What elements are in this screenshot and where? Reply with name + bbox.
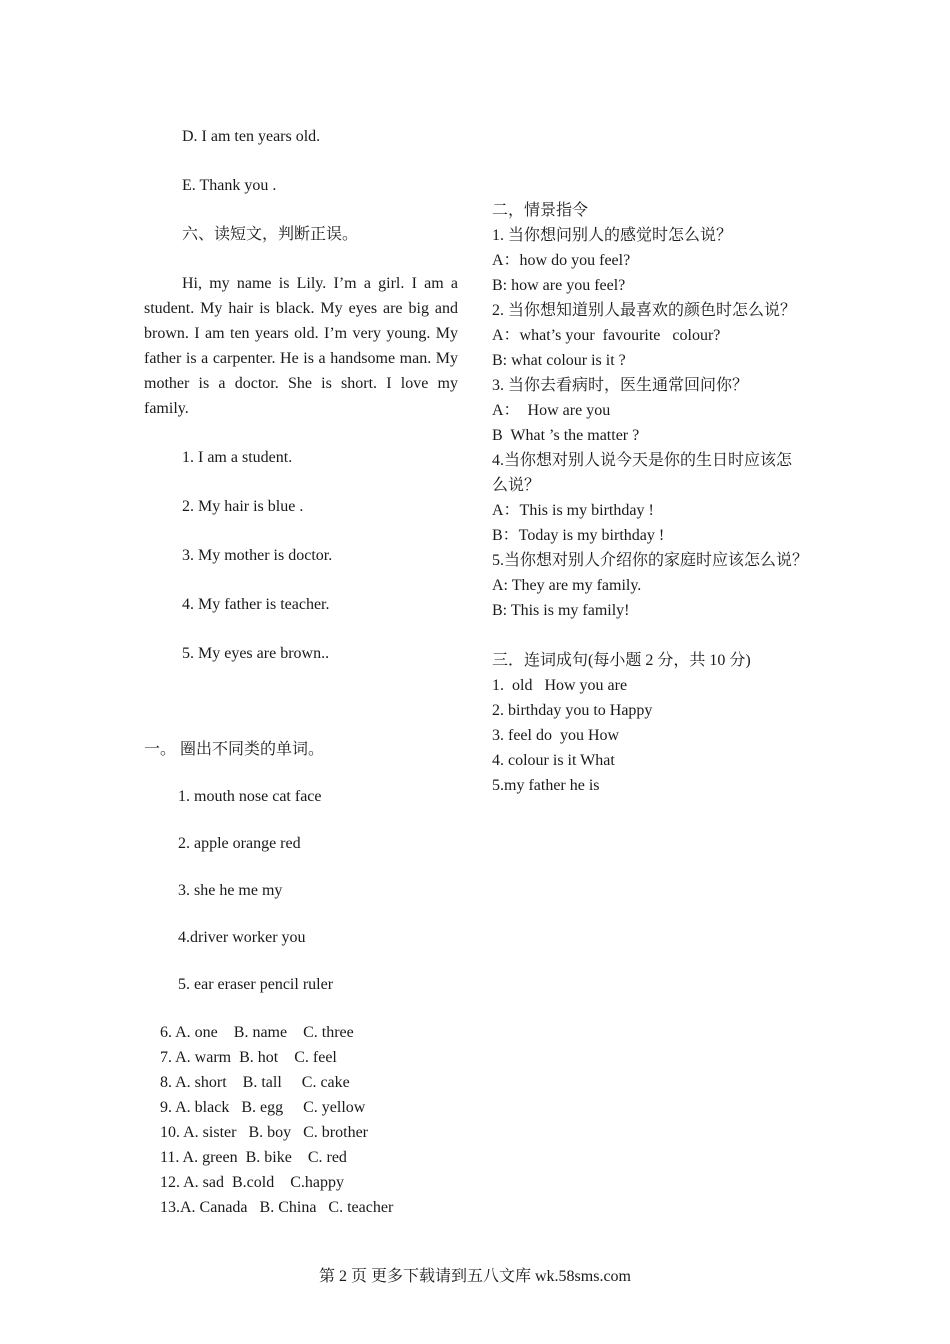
instruction-line: B: how are you feel? <box>492 277 626 294</box>
choice-item: 9. A. black B. egg C. yellow <box>160 1099 366 1116</box>
sentence-item: 2. birthday you to Happy <box>492 702 653 719</box>
section1-title: 一。 圈出不同类的单词。 <box>144 741 325 758</box>
choice-item: 7. A. warm B. hot C. feel <box>160 1049 337 1066</box>
word-item: 1. mouth nose cat face <box>178 788 322 805</box>
instruction-line: 2. 当你想知道别人最喜欢的颜色时怎么说？ <box>492 302 797 319</box>
judgment-item: 4. My father is teacher. <box>182 596 330 613</box>
right-column <box>492 198 832 798</box>
left-column <box>144 124 458 666</box>
instruction-line: A：This is my birthday ! <box>492 502 654 519</box>
sentence-item: 4. colour is it What <box>492 752 615 769</box>
word-item: 5. ear eraser pencil ruler <box>178 976 334 993</box>
page-footer: 第 2 页 更多下载请到五八文库 wk.58sms.com <box>318 1268 631 1285</box>
instruction-line: B：Today is my birthday ! <box>492 527 665 544</box>
word-item: 3. she he me my <box>178 882 283 899</box>
sentence-item: 5.my father he is <box>492 777 600 794</box>
instruction-line: A： How are you <box>492 402 611 419</box>
choice-item: 8. A. short B. tall C. cake <box>160 1074 350 1091</box>
sentence-item: 3. feel do you How <box>492 727 620 744</box>
judgment-item: 1. I am a student. <box>182 449 293 466</box>
choice-item: 13.A. Canada B. China C. teacher <box>160 1199 394 1216</box>
option-e: E. Thank you . <box>182 177 277 194</box>
word-item: 4.driver worker you <box>178 929 306 946</box>
instruction-line: 3. 当你去看病时，医生通常回问你？ <box>492 377 749 394</box>
choice-item: 11. A. green B. bike C. red <box>160 1149 347 1166</box>
instruction-line: B: This is my family! <box>492 602 630 619</box>
choice-item: 6. A. one B. name C. three <box>160 1024 354 1041</box>
judgment-item: 2. My hair is blue . <box>182 498 304 515</box>
instruction-line: 么说？ <box>492 477 541 494</box>
instruction-line: B: what colour is it ? <box>492 352 626 369</box>
instruction-line: 1. 当你想问别人的感觉时怎么说？ <box>492 227 733 244</box>
section2-title: 二，情景指令 <box>492 202 589 219</box>
instruction-line: 4.当你想对别人说今天是你的生日时应该怎 <box>492 452 793 469</box>
choice-item: 12. A. sad B.cold C.happy <box>160 1174 344 1191</box>
section6-title: 六、读短文，判断正误。 <box>182 226 359 243</box>
judgment-item: 5. My eyes are brown.. <box>182 645 330 662</box>
section3-title: 三．连词成句(每小题 2 分，共 10 分) <box>492 652 751 669</box>
judgment-item: 3. My mother is doctor. <box>182 547 333 564</box>
option-d: D. I am ten years old. <box>182 128 321 145</box>
instruction-line: A：what’s your favourite colour? <box>492 327 721 344</box>
instruction-line: A：how do you feel? <box>492 252 631 269</box>
choice-list <box>160 1020 490 1220</box>
choice-item: 10. A. sister B. boy C. brother <box>160 1124 368 1141</box>
word-item: 2. apple orange red <box>178 835 301 852</box>
section1-block <box>144 737 474 997</box>
reading-passage: Hi, my name is Lily. I’m a girl. I am a student. My hair is black. My eyes are big and brown. I am ten years old. I’m very young. My father is a carpenter. He is a handsome man. My mother is a doctor. She is short. I love my family. <box>144 275 458 417</box>
instruction-line: A: They are my family. <box>492 577 642 594</box>
instruction-line: B What ’s the matter ? <box>492 427 640 444</box>
sentence-item: 1. old How you are <box>492 677 628 694</box>
instruction-line: 5.当你想对别人介绍你的家庭时应该怎么说？ <box>492 552 809 569</box>
